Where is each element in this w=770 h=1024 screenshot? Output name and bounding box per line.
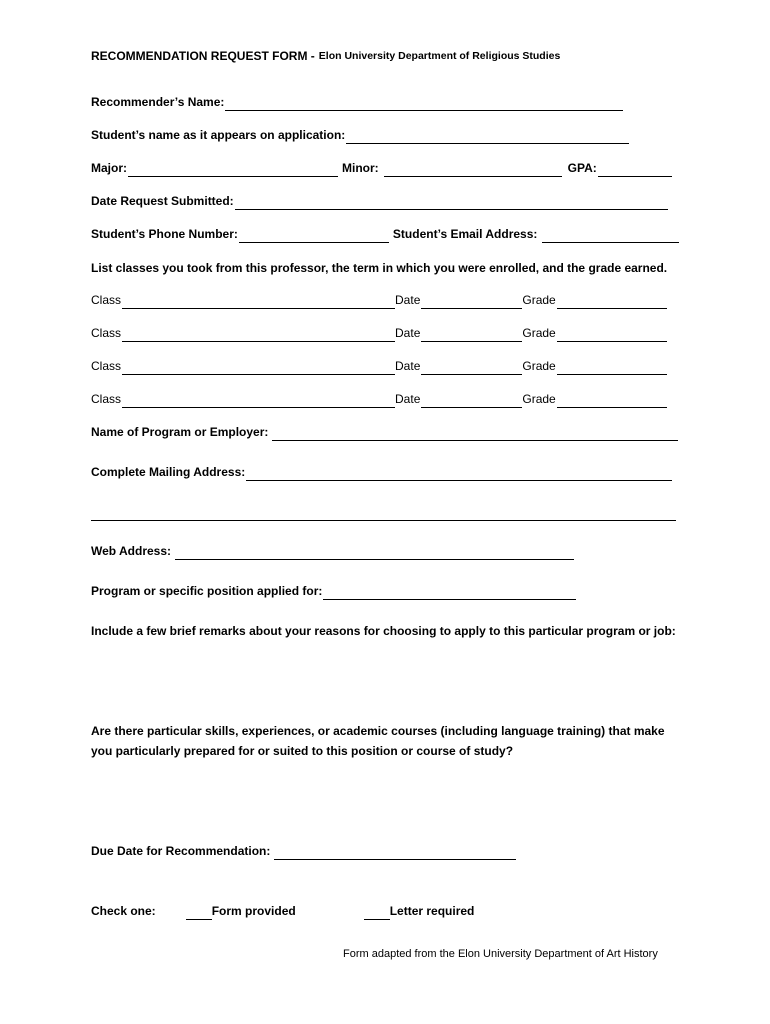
- date-field[interactable]: [421, 328, 522, 342]
- minor-field[interactable]: [384, 163, 562, 177]
- minor-label: Minor:: [342, 161, 379, 175]
- grade-label: Grade: [522, 392, 556, 406]
- skills-question-line-1: Are there particular skills, experiences, or academic courses (including language training) that make: [91, 724, 665, 738]
- student-name-field[interactable]: [346, 130, 629, 144]
- remarks-question: [91, 622, 676, 640]
- letter-required-label: Letter required: [389, 904, 475, 918]
- class-row: [91, 357, 667, 375]
- gpa-field[interactable]: [598, 163, 672, 177]
- phone-field[interactable]: [239, 229, 389, 243]
- phone-email-row: [91, 225, 679, 243]
- position-applied-label: Program or specific position applied for:: [91, 584, 323, 598]
- due-date-field[interactable]: [274, 846, 516, 860]
- class-label: Class: [91, 359, 122, 373]
- mailing-address-second-row: [91, 503, 676, 521]
- date-field[interactable]: [421, 361, 522, 375]
- mailing-address-field[interactable]: [246, 467, 672, 481]
- form-title-main: RECOMMENDATION REQUEST FORM -: [91, 49, 315, 63]
- class-field[interactable]: [122, 295, 395, 309]
- program-employer-field[interactable]: [272, 427, 678, 441]
- check-one-label: Check one:: [91, 904, 156, 918]
- recommender-name-row: [91, 93, 623, 111]
- recommender-name-field[interactable]: [225, 97, 623, 111]
- letter-required-checkbox[interactable]: [364, 906, 390, 920]
- grade-field[interactable]: [557, 328, 667, 342]
- date-field[interactable]: [421, 394, 522, 408]
- form-title: [91, 47, 560, 65]
- classes-instruction-text: List classes you took from this professor, the term in which you were enrolled, and the grade earned.: [91, 261, 668, 275]
- date-submitted-label: Date Request Submitted:: [91, 194, 234, 208]
- due-date-label: Due Date for Recommendation:: [91, 844, 271, 858]
- major-field[interactable]: [128, 163, 338, 177]
- form-title-department: Elon University Department of Religious Studies: [318, 50, 561, 62]
- date-label: Date: [395, 359, 421, 373]
- mailing-address-row: [91, 463, 672, 481]
- date-field[interactable]: [421, 295, 522, 309]
- class-label: Class: [91, 293, 122, 307]
- grade-field[interactable]: [557, 394, 667, 408]
- class-field[interactable]: [122, 328, 395, 342]
- date-submitted-field[interactable]: [235, 196, 668, 210]
- major-label: Major:: [91, 161, 127, 175]
- position-applied-row: [91, 582, 576, 600]
- form-provided-label: Form provided: [211, 904, 296, 918]
- skills-question: [91, 721, 665, 761]
- date-label: Date: [395, 326, 421, 340]
- program-employer-row: [91, 423, 678, 441]
- class-field[interactable]: [122, 361, 395, 375]
- email-field[interactable]: [542, 229, 679, 243]
- class-label: Class: [91, 326, 122, 340]
- grade-label: Grade: [522, 326, 556, 340]
- position-applied-field[interactable]: [323, 586, 576, 600]
- web-address-row: [91, 542, 574, 560]
- grade-field[interactable]: [557, 361, 667, 375]
- form-provided-checkbox[interactable]: [186, 906, 212, 920]
- due-date-row: [91, 842, 516, 860]
- mailing-address-field-2[interactable]: [91, 507, 676, 521]
- footer-note: Form adapted from the Elon University Department of Art History: [343, 948, 658, 960]
- date-label: Date: [395, 293, 421, 307]
- class-label: Class: [91, 392, 122, 406]
- check-one-row: [91, 902, 474, 920]
- grade-label: Grade: [522, 359, 556, 373]
- program-employer-label: Name of Program or Employer:: [91, 425, 269, 439]
- web-address-field[interactable]: [175, 546, 574, 560]
- major-minor-gpa-row: [91, 159, 672, 177]
- class-row: [91, 291, 667, 309]
- class-row: [91, 390, 667, 408]
- class-field[interactable]: [122, 394, 395, 408]
- date-label: Date: [395, 392, 421, 406]
- skills-question-line-2: you particularly prepared for or suited to this position or course of study?: [91, 744, 514, 758]
- student-name-row: [91, 126, 629, 144]
- mailing-address-label: Complete Mailing Address:: [91, 465, 246, 479]
- gpa-label: GPA:: [567, 161, 597, 175]
- grade-field[interactable]: [557, 295, 667, 309]
- web-address-label: Web Address:: [91, 544, 172, 558]
- phone-label: Student’s Phone Number:: [91, 227, 238, 241]
- classes-instruction: [91, 259, 667, 277]
- email-label: Student’s Email Address:: [392, 227, 538, 241]
- class-row: [91, 324, 667, 342]
- grade-label: Grade: [522, 293, 556, 307]
- date-submitted-row: [91, 192, 668, 210]
- student-name-label: Student’s name as it appears on application:: [91, 128, 346, 142]
- recommender-name-label: Recommender’s Name:: [91, 95, 225, 109]
- remarks-question-text: Include a few brief remarks about your reasons for choosing to apply to this particular program or job:: [91, 624, 676, 638]
